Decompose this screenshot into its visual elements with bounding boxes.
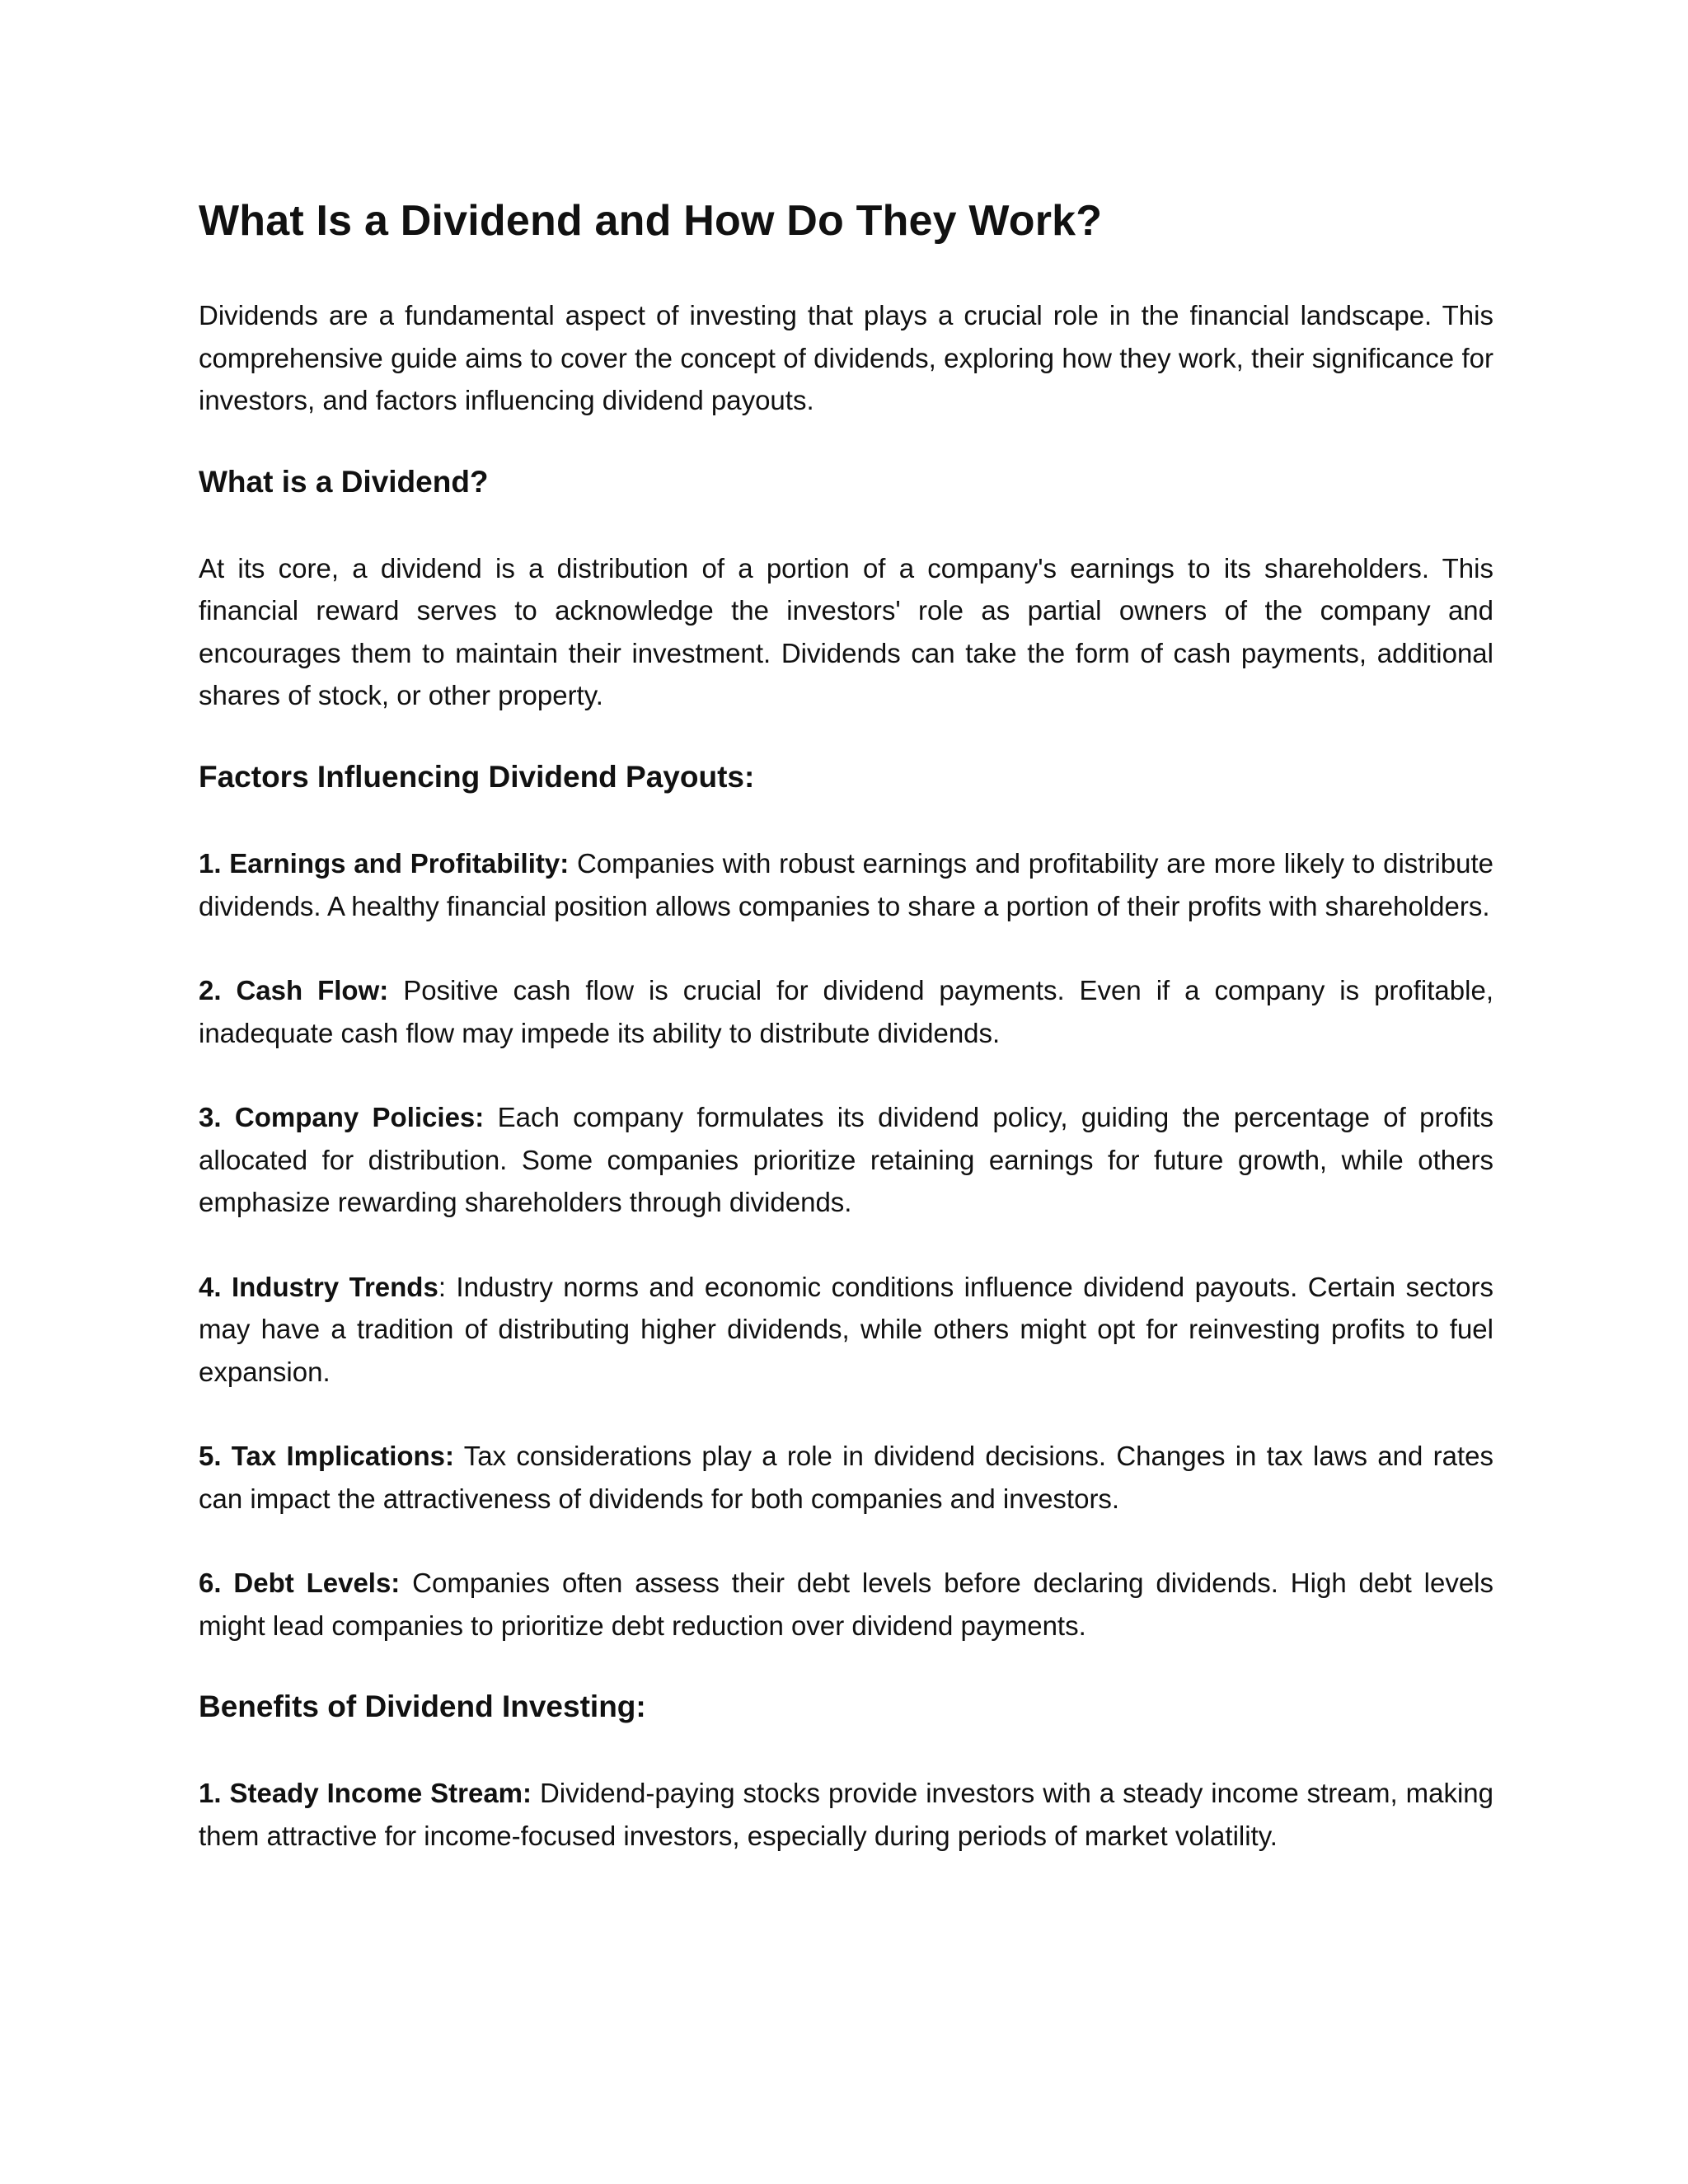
factor-label: 1. Earnings and Profitability: <box>199 848 570 879</box>
factor-item-company-policies <box>199 1096 1493 1224</box>
factor-text: Positive cash flow is crucial for dividend payments. Even if a company is profitable, inadequate cash flow may impede its ability to distribute dividends. <box>199 975 1493 1048</box>
factor-label: 4. Industry Trends <box>199 1271 438 1302</box>
factor-item-debt-levels <box>199 1562 1493 1647</box>
factor-label: 6. Debt Levels: <box>199 1568 401 1598</box>
benefit-label: 1. Steady Income Stream: <box>199 1778 532 1809</box>
what-is-dividend-paragraph: At its core, a dividend is a distribution of a portion of a company's earnings to its shareholders. This financial reward serves to acknowledge the investors' role as partial owners of the company and encourages them to maintain their investment. Dividends can take the form of cash payments, additional shares of stock, or other property. <box>199 552 1493 711</box>
section-heading-what-is-dividend: What is a Dividend? <box>199 464 489 499</box>
benefit-item-steady-income <box>199 1772 1493 1857</box>
factor-text: Each company formulates its dividend policy, guiding the percentage of profits allocated for distribution. Some companies prioritize retaining earnings for future growth, while others emphasize rewarding shareholders through dividends. <box>199 1102 1493 1217</box>
benefit-text: Dividend-paying stocks provide investors with a steady income stream, making them attractive for income-focused investors, especially during periods of market volatility. <box>199 1778 1493 1851</box>
factor-text: Companies often assess their debt levels before declaring dividends. High debt levels might lead companies to prioritize debt reduction over dividend payments. <box>199 1568 1493 1641</box>
section-heading-benefits: Benefits of Dividend Investing: <box>199 1690 646 1723</box>
factor-text: Companies with robust earnings and profitability are more likely to distribute dividends. A healthy financial position allows companies to share a portion of their profits with shareholders. <box>199 848 1493 921</box>
factor-text: Tax considerations play a role in dividend decisions. Changes in tax laws and rates can impact the attractiveness of dividends for both companies and investors. <box>199 1441 1493 1514</box>
page-title: What Is a Dividend and How Do They Work? <box>199 197 1103 245</box>
factor-label: 2. Cash Flow: <box>199 975 389 1005</box>
section-heading-factors: Factors Influencing Dividend Payouts: <box>199 759 755 794</box>
factor-item-cash-flow <box>199 969 1493 1054</box>
document-content <box>199 194 1493 1857</box>
factor-item-industry-trends <box>199 1266 1493 1394</box>
factor-label: 5. Tax Implications: <box>199 1441 455 1471</box>
factor-text: : Industry norms and economic conditions influence dividend payouts. Certain sectors may have a tradition of distributing higher dividends, while others might opt for reinvesting profits to fuel expansion. <box>199 1271 1493 1387</box>
factor-item-earnings <box>199 842 1493 927</box>
factor-item-tax-implications <box>199 1435 1493 1520</box>
intro-paragraph: Dividends are a fundamental aspect of investing that plays a crucial role in the financial landscape. This comprehensive guide aims to cover the concept of dividends, exploring how they work, their significance for investors, and factors influencing dividend payouts. <box>199 300 1493 415</box>
factor-label: 3. Company Policies: <box>199 1102 485 1132</box>
